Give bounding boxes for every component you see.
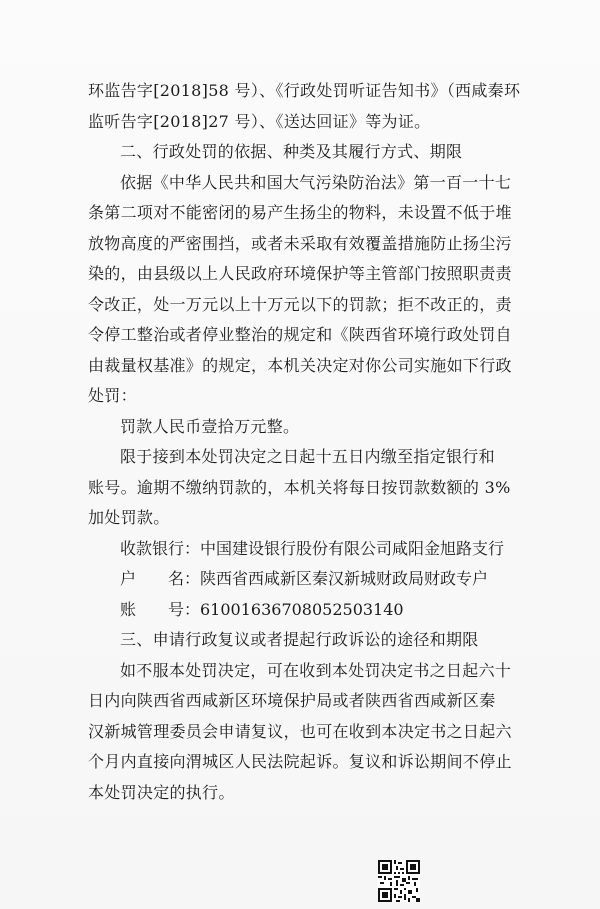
field-label: 户 名： [120, 569, 201, 588]
text-line: 处罚： [88, 386, 137, 405]
paragraphs-section [88, 76, 520, 534]
field-label: 收款银行： [120, 538, 201, 558]
bank-field-row [88, 534, 520, 565]
field-value: 陕西省西咸新区秦汉新城财政局财政专户 [200, 569, 489, 588]
text-line: 令改正，处一万元以上十万元以下的罚款；拒不改正的，责 [88, 294, 512, 314]
text-line: 本处罚决定的执行。 [88, 782, 235, 802]
text-line: 如不服本处罚决定，可在收到本处罚决定书之日起六十 [120, 660, 512, 680]
bank-info-section [88, 534, 520, 626]
text-line: 个月内直接向渭城区人民法院起诉。复议和诉讼期间不停止 [88, 752, 512, 771]
text-line: 监听告字[2018]27 号）、《送达回证》等为证。 [88, 111, 431, 131]
text-line: 由裁量权基准》的规定，本机关决定对你公司实施如下行政 [88, 355, 512, 375]
text-line: 罚款人民币壹拾万元整。 [120, 416, 300, 436]
bank-field-row [88, 564, 520, 595]
text-line: 限于接到本处罚决定之日起十五日内缴至指定银行和 [120, 447, 495, 466]
field-label: 账 号： [120, 599, 201, 619]
text-line: 令停工整治或者停业整治的规定和《陕西省环境行政处罚自 [88, 325, 512, 344]
field-value: 61001636708052503140 [200, 599, 404, 619]
text-line: 日内向陕西省西咸新区环境保护局或者陕西省西咸新区秦 [88, 691, 496, 710]
qr-code-icon [378, 860, 420, 902]
text-line: 染的，由县级以上人民政府环境保护等主管部门按照职责责 [88, 264, 512, 283]
appeal-section [88, 625, 520, 808]
text-line: 三、申请行政复议或者提起行政诉讼的途径和期限 [120, 630, 479, 649]
text-line: 加处罚款。 [88, 508, 170, 527]
field-value: 中国建设银行股份有限公司咸阳金旭路支行 [200, 538, 505, 558]
text-line: 放物高度的严密围挡，或者未采取有效覆盖措施防止扬尘污 [88, 233, 512, 253]
text-line: 汉新城管理委员会申请复议，也可在收到本决定书之日起六 [88, 721, 512, 741]
text-line: 依据《中华人民共和国大气污染防治法》第一百一十七 [120, 172, 512, 192]
text-line: 账号。逾期不缴纳罚款的，本机关将每日按罚款数额的 3% [88, 477, 511, 497]
text-line: 二、行政处罚的依据、种类及其履行方式、期限 [120, 142, 463, 161]
bank-field-row [88, 595, 520, 626]
text-line: 条第二项对不能密闭的易产生扬尘的物料，未设置不低于堆 [88, 203, 512, 222]
document-body [88, 76, 520, 808]
text-line: 环监告字[2018]58 号）、《行政处罚听证告知书》（西咸秦环 [88, 81, 521, 100]
